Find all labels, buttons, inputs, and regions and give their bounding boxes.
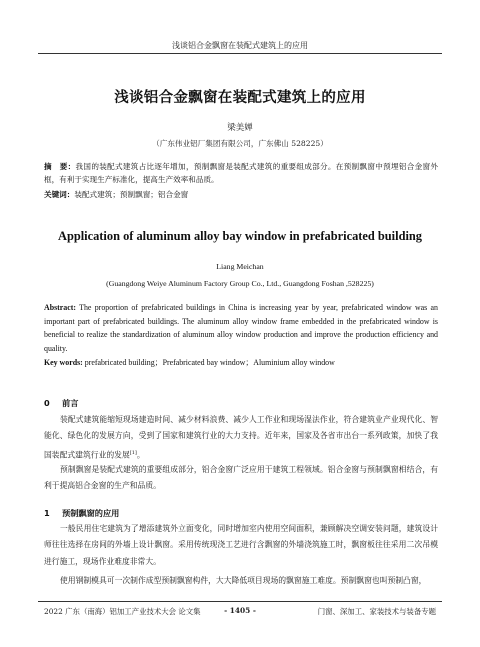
footer-topic: 门窗、深加工、家装技术与装备专题 [317, 607, 436, 616]
section-number: 0 [44, 398, 50, 408]
section-title: 预制飘窗的应用 [62, 508, 120, 518]
section-number: 1 [44, 508, 50, 518]
keywords-chinese-label: 关键词： [44, 190, 75, 199]
abstract-english-text: The proportion of prefabricated buildings in China is increasing year by year, prefabricated window was an important part of prefabricated buildings. The aluminum alloy window frame embedded in the prefabricated window is beneficial to realize the standardization of aluminum alloy window production and improve the production efficiency and quality. [44, 303, 438, 353]
affiliation-chinese: （广东伟业铝厂集团有限公司，广东佛山 528225） [152, 139, 328, 148]
body-paragraph: 使用钢制模具可一次制作成型预制飘窗构件，大大降低项目现场的飘窗施工难度。预制飘窗也叫预制凸窗， [60, 576, 427, 585]
body-paragraph: 预制飘窗是装配式建筑的重要组成部分，铝合金窗广泛应用于建筑工程领域。铝合金窗与预制飘窗相结合，有利于提高铝合金窗的生产和品质。 [44, 465, 438, 491]
abstract-chinese-label: 摘 要： [44, 162, 76, 171]
keywords-chinese [44, 188, 438, 201]
title-english: Application of aluminum alloy bay window in prefabricated building [58, 229, 422, 243]
keywords-english-text: prefabricated building；Prefabricated bay window；Aluminium alloy window [84, 358, 335, 367]
footer-rule [38, 601, 442, 602]
section-heading-application [44, 508, 119, 519]
abstract-english-label: Abstract: [44, 303, 76, 312]
page-number: - 1405 - [224, 606, 256, 615]
section-title: 前言 [62, 398, 79, 408]
title-chinese: 浅谈铝合金飘窗在装配式建筑上的应用 [114, 90, 366, 106]
author-english: Liang Meichan [216, 262, 264, 271]
keywords-english-label: Key words: [44, 358, 83, 367]
body-paragraph: 装配式建筑能缩短现场建造时间、减少材料浪费、减少人工作业和现场湿法作业，符合建筑业产业现代化、智能化、绿色化的发展方向，受到了国家和建筑行业的大力支持。近年来，国家及各省市出台一系列政策，加快了我国装配式建筑行业的发展[1]。 [44, 415, 438, 460]
header-rule [38, 53, 442, 54]
author-chinese: 梁美婵 [227, 123, 253, 133]
citation-ref: [1] [129, 449, 137, 456]
keywords-english [44, 356, 438, 369]
footer-proceedings: 2022 广东（南海）铝加工产业技术大会 论文集 [44, 607, 201, 616]
abstract-chinese [44, 160, 438, 186]
section-heading-preface [44, 398, 78, 409]
body-paragraph: 一般民用住宅建筑为了增添建筑外立面变化，同时增加室内使用空间面积，兼顾解决空调安装问题，建筑设计师往往选择在房间的外墙上设计飘窗。采用传统现浇工艺进行含飘窗的外墙浇筑施工时，飘窗板往往采用二次吊模进行施工，现场作业难度非常大。 [44, 524, 438, 566]
abstract-chinese-text: 我国的装配式建筑占比逐年增加，预制飘窗是装配式建筑的重要组成部分。在预制飘窗中预埋铝合金窗外框，有利于实现生产标准化，提高生产效率和品质。 [44, 162, 438, 185]
affiliation-english: (Guangdong Weiye Aluminum Factory Group Co., Ltd., Guangdong Foshan ,528225) [106, 279, 374, 288]
running-header: 浅谈铝合金飘窗在装配式建筑上的应用 [172, 41, 308, 50]
keywords-chinese-text: 装配式建筑；预制飘窗；铝合金窗 [74, 190, 189, 199]
abstract-english [44, 301, 438, 355]
